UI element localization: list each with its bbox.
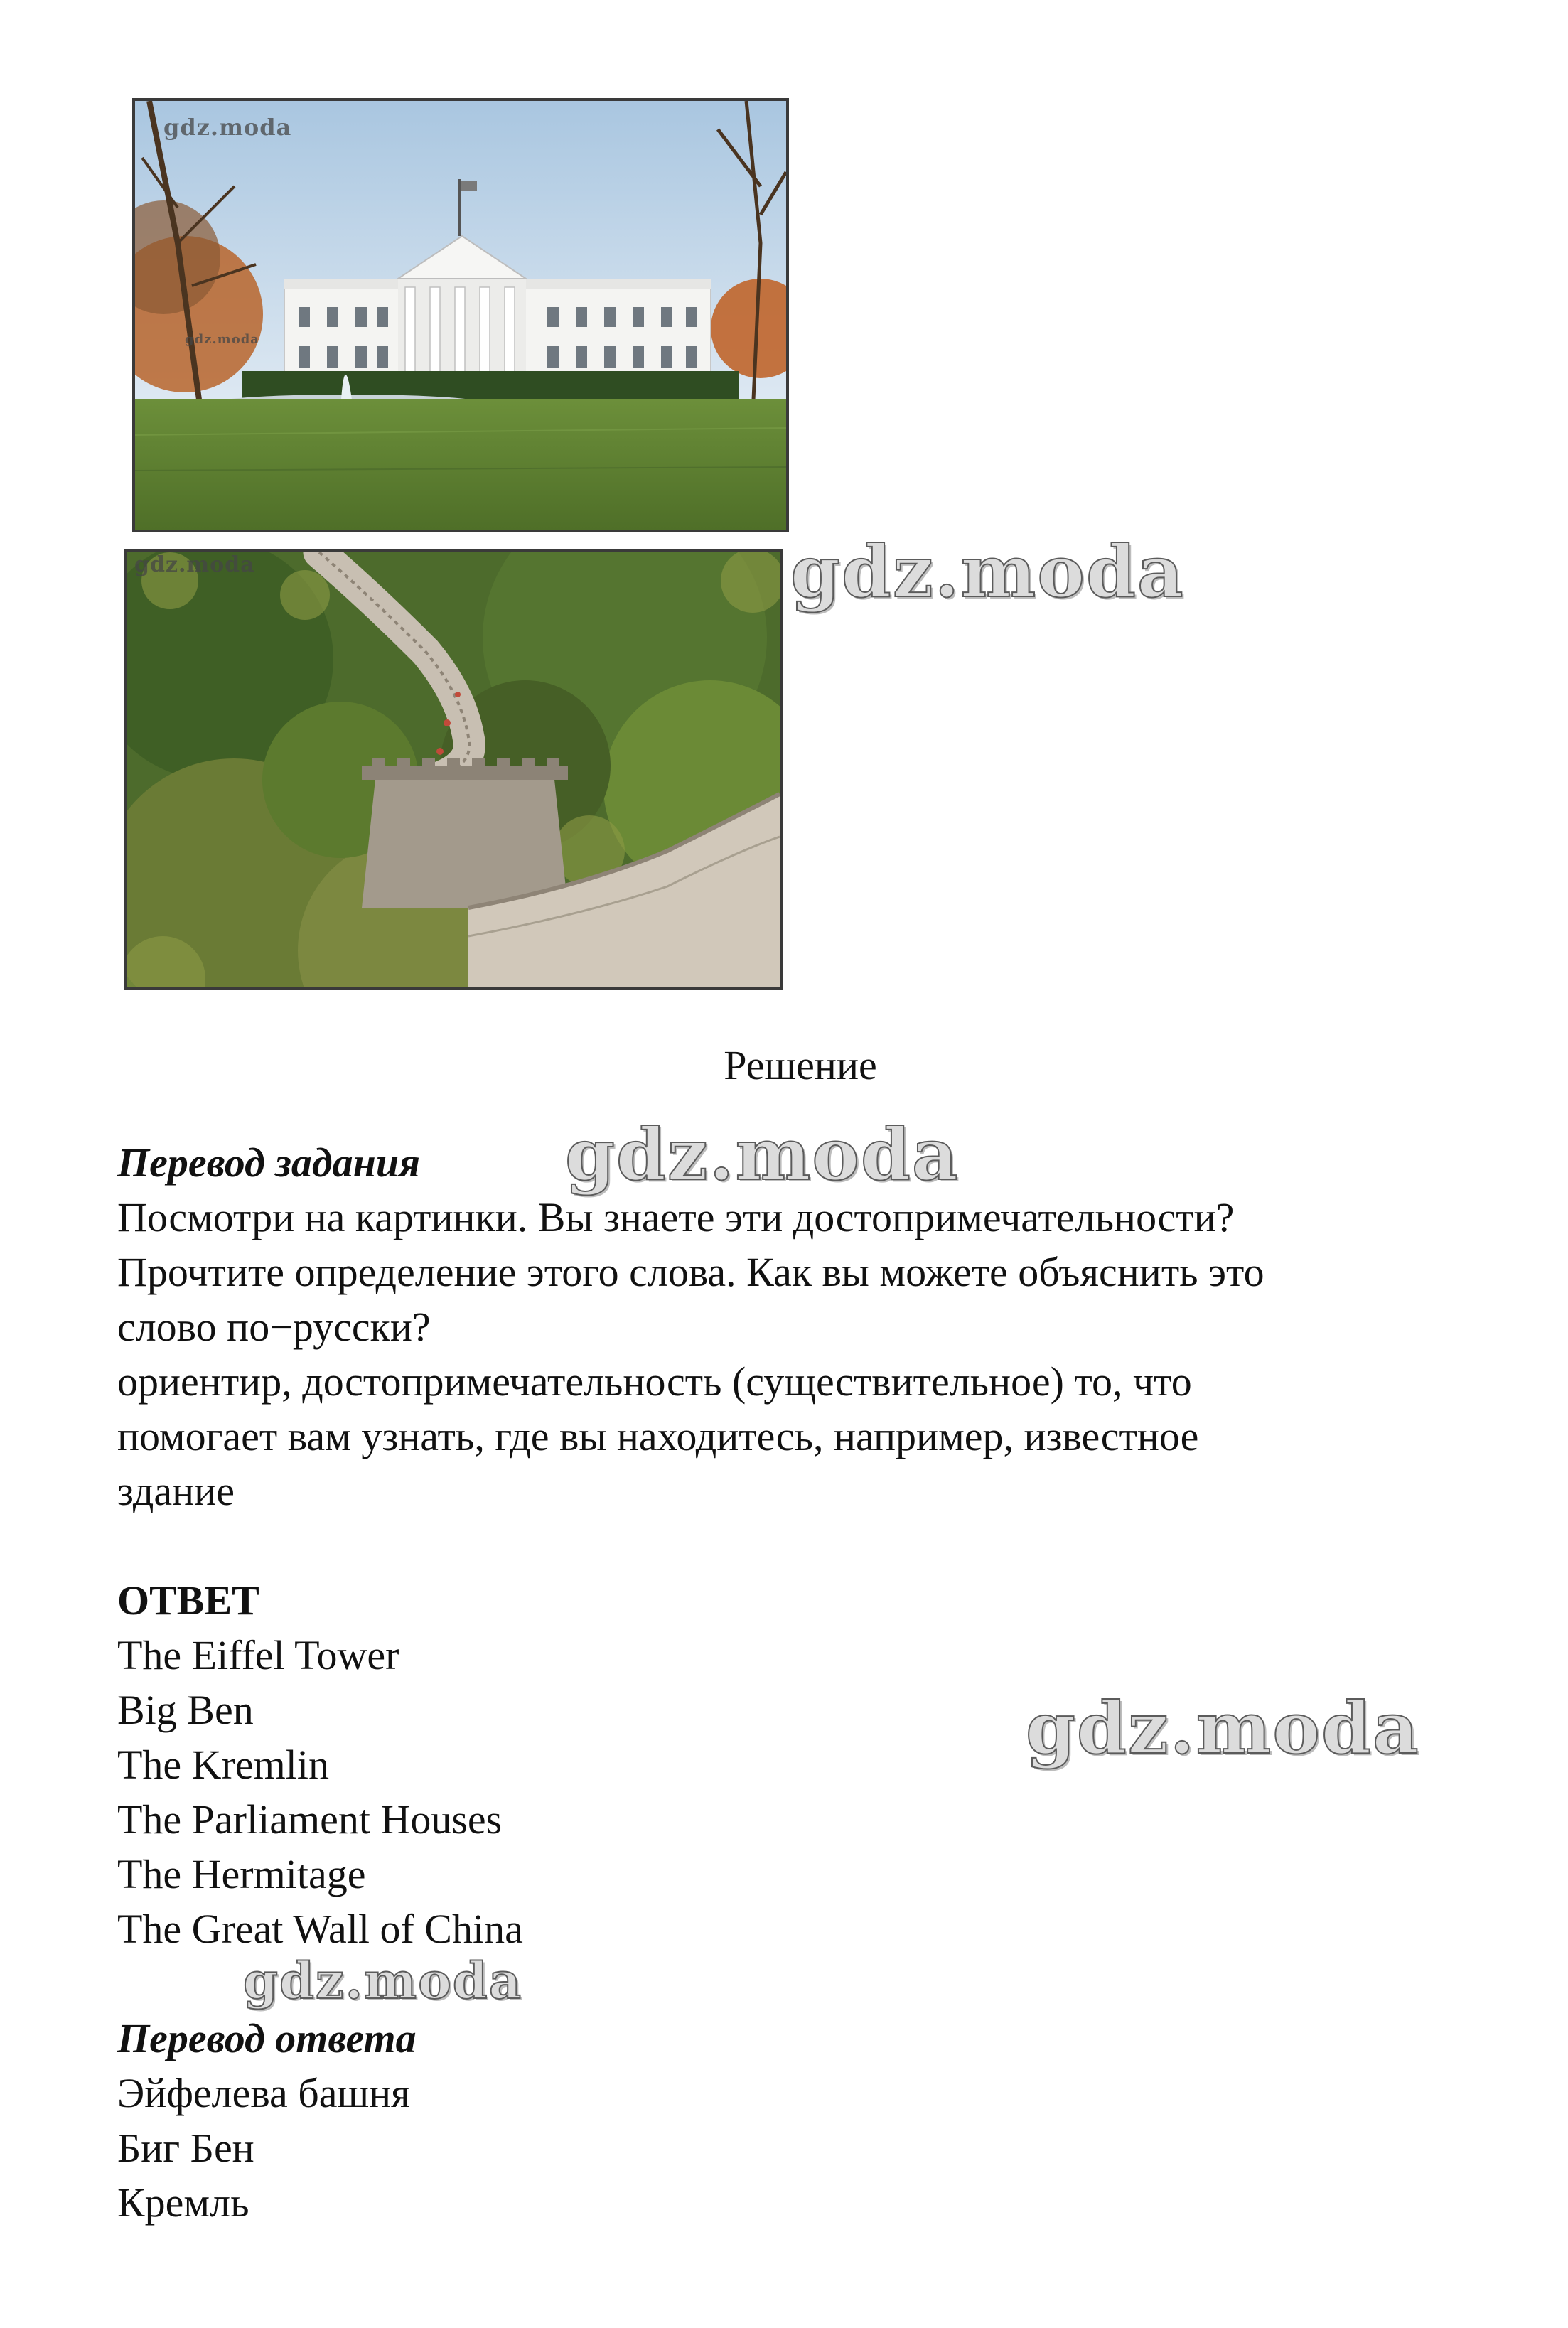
- answer-translation-item: Биг Бен: [117, 2125, 254, 2171]
- answer-translation-heading: Перевод ответа: [117, 2015, 417, 2061]
- great-wall-illustration: [127, 552, 780, 987]
- task-translation-line: Прочтите определение этого слова. Как вы можете объяснить это: [117, 1249, 1264, 1295]
- answer-translation-item: Эйфелева башня: [117, 2070, 410, 2116]
- answer-item: The Great Wall of China: [117, 1906, 523, 1952]
- answer-heading: ОТВЕТ: [117, 1577, 259, 1624]
- answer-item: Big Ben: [117, 1687, 254, 1733]
- watermark: gdz.moda: [1026, 1686, 1420, 1770]
- answer-item: The Hermitage: [117, 1851, 366, 1897]
- answer-translation-item: Кремль: [117, 2179, 249, 2226]
- watermark: gdz.moda: [243, 1951, 523, 2010]
- task-translation-line: Посмотри на картинки. Вы знаете эти достопримечательности?: [117, 1194, 1235, 1240]
- watermark: gdz.moda: [790, 530, 1185, 613]
- white-house-photo: [132, 98, 789, 532]
- task-translation-line: слово по−русски?: [117, 1304, 431, 1350]
- task-translation-line: помогает вам узнать, где вы находитесь, например, известное: [117, 1413, 1199, 1459]
- photo-watermark: gdz.moda: [163, 114, 292, 141]
- watermark: gdz.moda: [565, 1112, 960, 1196]
- answer-item: The Eiffel Tower: [117, 1632, 399, 1678]
- solution-title: Решение: [724, 1042, 877, 1088]
- task-translation-line: здание: [117, 1468, 235, 1514]
- answer-item: The Parliament Houses: [117, 1796, 503, 1842]
- task-translation-heading: Перевод задания: [117, 1139, 420, 1186]
- photo-watermark: gdz.moda: [134, 552, 255, 577]
- answer-item: The Kremlin: [117, 1742, 329, 1788]
- white-house-illustration: [135, 101, 786, 530]
- great-wall-photo: [124, 549, 783, 990]
- photo-watermark: gdz.moda: [185, 332, 259, 347]
- task-translation-line: ориентир, достопримечательность (существительное) то, что: [117, 1358, 1192, 1405]
